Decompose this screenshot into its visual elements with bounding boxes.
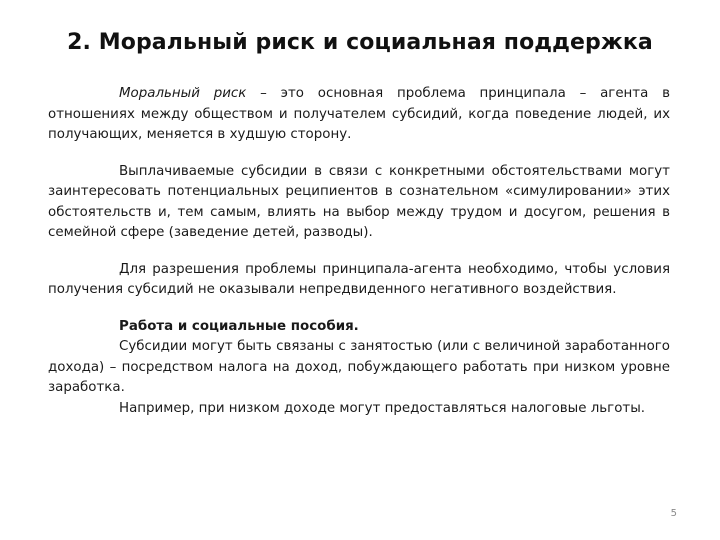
paragraph-principal-agent: Для разрешения проблемы принципала-агента необходимо, чтобы условия получения субсидий не оказывали непредвиденного негативного воздействия. [48,261,670,297]
paragraph-subsidies: Выплачиваемые субсидии в связи с конкретными обстоятельствами могут заинтересовать потенциальных реципиентов в сознательном «симулировании» этих обстоятельств и, тем самым, влиять на выбор между трудом и досугом, решения в семейной сфере (заведение детей, разводы). [48,163,670,240]
paragraph-moral-hazard [48,84,670,146]
term-moral-hazard: Моральный риск [119,86,247,101]
section-heading: Работа и социальные пособия. [119,318,359,334]
paragraph-employment: Субсидии могут быть связаны с занятостью (или с величиной заработанного дохода) – посредством налога на доход, побуждающего работать при низком уровне заработка. [48,339,670,395]
paragraph-example: Например, при низком доходе могут предоставляться налоговые льготы. [119,400,646,416]
slide-body [48,84,670,419]
slide-title: 2. Моральный риск и социальная поддержка [67,30,653,55]
page-number: 5 [670,508,677,519]
paragraph-moral-hazard-text: – это основная проблема принципала – агента в отношениях между обществом и получателем субсидий, когда поведение людей, их получающих, меняется в худшую сторону. [48,86,670,142]
